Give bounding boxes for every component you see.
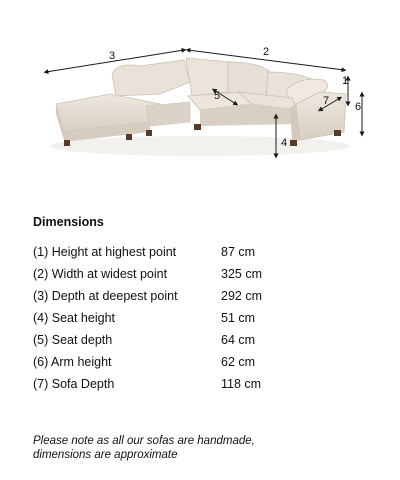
- dimension-label: (6) Arm height: [33, 355, 112, 369]
- callout-7: 7: [323, 95, 330, 107]
- sofa-leg: [146, 130, 152, 136]
- dimension-row: [33, 332, 333, 354]
- dimensions-heading: Dimensions: [33, 215, 104, 229]
- callout-6: 6: [355, 101, 362, 113]
- dimension-label: (2) Width at widest point: [33, 267, 168, 281]
- callout-3: 3: [109, 50, 116, 62]
- dimension-value: 64 cm: [221, 333, 256, 347]
- callout-2: 2: [263, 46, 270, 58]
- seat-cushions: [188, 92, 298, 126]
- dimension-row: [33, 288, 333, 310]
- dimension-value: 325 cm: [221, 267, 262, 281]
- dimension-label: (3) Depth at deepest point: [33, 289, 178, 303]
- callout-5: 5: [214, 90, 221, 102]
- dimension-label: (1) Height at highest point: [33, 245, 177, 259]
- dimension-value: 51 cm: [221, 311, 256, 325]
- dimension-row: [33, 244, 333, 266]
- dimensions-list: [33, 244, 333, 398]
- dimension-value: 87 cm: [221, 245, 256, 259]
- dimension-row: [33, 354, 333, 376]
- sofa-leg: [194, 124, 201, 130]
- dimension-value: 292 cm: [221, 289, 262, 303]
- handmade-note: Please note as all our sofas are handmade, dimensions are approximate: [33, 435, 255, 461]
- callout-1: 1: [342, 75, 349, 87]
- sofa-illustration: [0, 0, 400, 200]
- sofa-leg: [126, 134, 132, 140]
- dimension-row: [33, 310, 333, 332]
- dimension-label: (7) Sofa Depth: [33, 377, 115, 391]
- dimension-label: (5) Seat depth: [33, 333, 113, 347]
- dimension-value: 62 cm: [221, 355, 256, 369]
- callout-4: 4: [281, 137, 288, 149]
- dimensions-panel: [0, 200, 400, 480]
- sofa-leg: [290, 140, 297, 146]
- dimension-value: 118 cm: [221, 377, 262, 391]
- sofa-leg: [64, 140, 70, 146]
- dimension-row: [33, 376, 333, 398]
- dimension-row: [33, 266, 333, 288]
- sofa-dimension-diagram: [0, 0, 400, 200]
- dimension-label: (4) Seat height: [33, 311, 115, 325]
- sofa-leg: [334, 130, 341, 136]
